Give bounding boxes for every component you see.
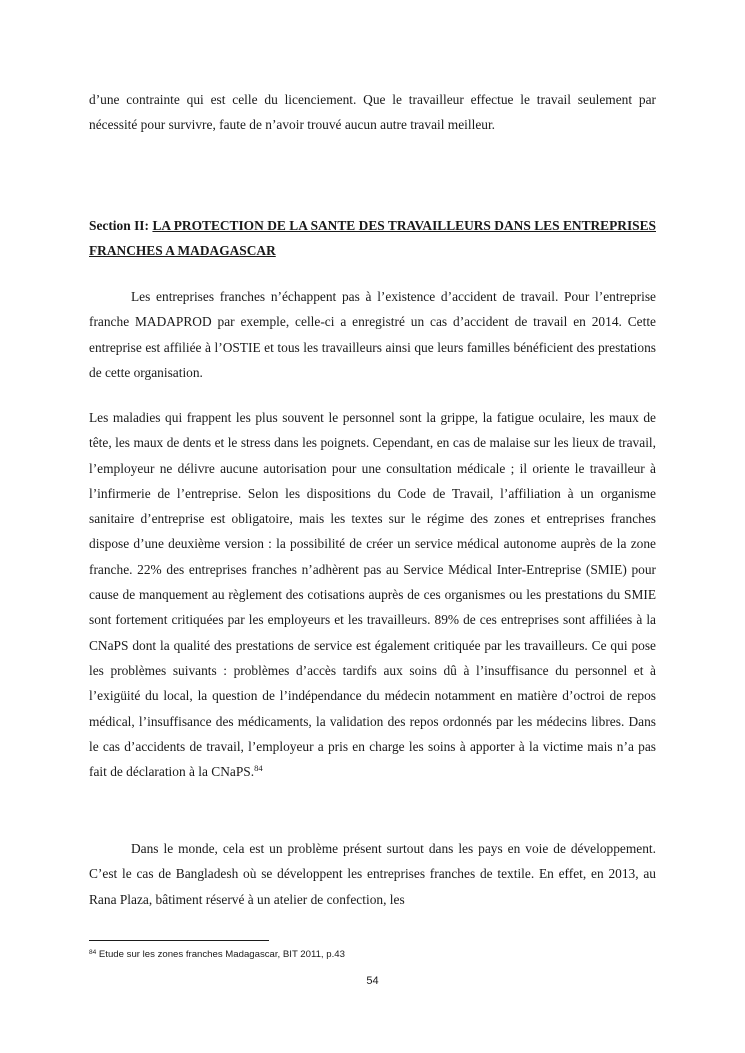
footnote-reference: 84: [254, 763, 263, 774]
paragraph-2: [89, 405, 656, 784]
section-title: LA PROTECTION DE LA SANTE DES TRAVAILLEURS DANS LES ENTREPRISES FRANCHES A MADAGASCAR: [89, 218, 656, 259]
footnote-number: 84: [89, 949, 97, 956]
paragraph-3: Dans le monde, cela est un problème présent surtout dans les pays en voie de développement. C’est le cas de Bangladesh où se développent les entreprises franches de textile. En effet, en 2013, au Rana Plaza, bâtiment réservé à un atelier de confection, les: [89, 841, 656, 907]
footnote-separator: [89, 940, 269, 941]
footnote: [89, 948, 656, 962]
section-label: Section II:: [89, 218, 149, 233]
section-heading: [89, 213, 656, 264]
intro-paragraph: d’une contrainte qui est celle du licenciement. Que le travailleur effectue le travail seulement par nécessité pour survivre, faute de n’avoir trouvé aucun autre travail meilleur.: [89, 92, 656, 133]
paragraph-2-text: Les maladies qui frappent les plus souvent le personnel sont la grippe, la fatigue oculaire, les maux de tête, les maux de dents et le stress dans les poignets. Cependant, en cas de malaise sur les lieux de travail, l’employeur ne délivre aucune autorisation pour une consultation médicale ; il oriente le travailleur à l’infirmerie de l’entreprise. Selon les dispositions du Code de Travail, l’affiliation à un organisme sanitaire d’entreprise est obligatoire, mais les textes sur le régime des zones et entreprises franches dispose d’une deuxième version : la possibilité de créer un service médical autonome auprès de la zone franche. 22% des entreprises franches n’adhèrent pas au Service Médical Inter-Entreprise (SMIE) pour cause de manquement au règlement des cotisations auprès de ces organismes ou les prestations du SMIE sont fortement critiquées par les employeurs et les travailleurs. 89% de ces entreprises sont affiliées à la CNaPS dont la qualité des prestations de service est également critiquée par les travailleurs. Ce qui pose les problèmes suivants : problèmes d’accès tardifs aux soins dû à l’insuffisance du personnel et à l’exigüité du local, la question de l’indépendance du médecin notamment en matière d’octroi de repos médical, l’insuffisance des médicaments, la validation des repos ordonnés par les médecins libres. Dans le cas d’accidents de travail, l’employeur a pris en charge les soins à apporter à la victime mais n’a pas fait de déclaration à la CNaPS.: [89, 410, 656, 780]
page-number: 54: [366, 975, 379, 987]
footnote-text: Etude sur les zones franches Madagascar, BIT 2011, p.43: [98, 949, 345, 960]
paragraph-1: Les entreprises franches n’échappent pas à l’existence d’accident de travail. Pour l’entreprise franche MADAPROD par exemple, celle-ci a enregistré un cas d’accident de travail en 2014. Cette entreprise est affiliée à l’OSTIE et tous les travailleurs ainsi que leurs familles bénéficient des prestations de cette organisation.: [89, 289, 656, 380]
